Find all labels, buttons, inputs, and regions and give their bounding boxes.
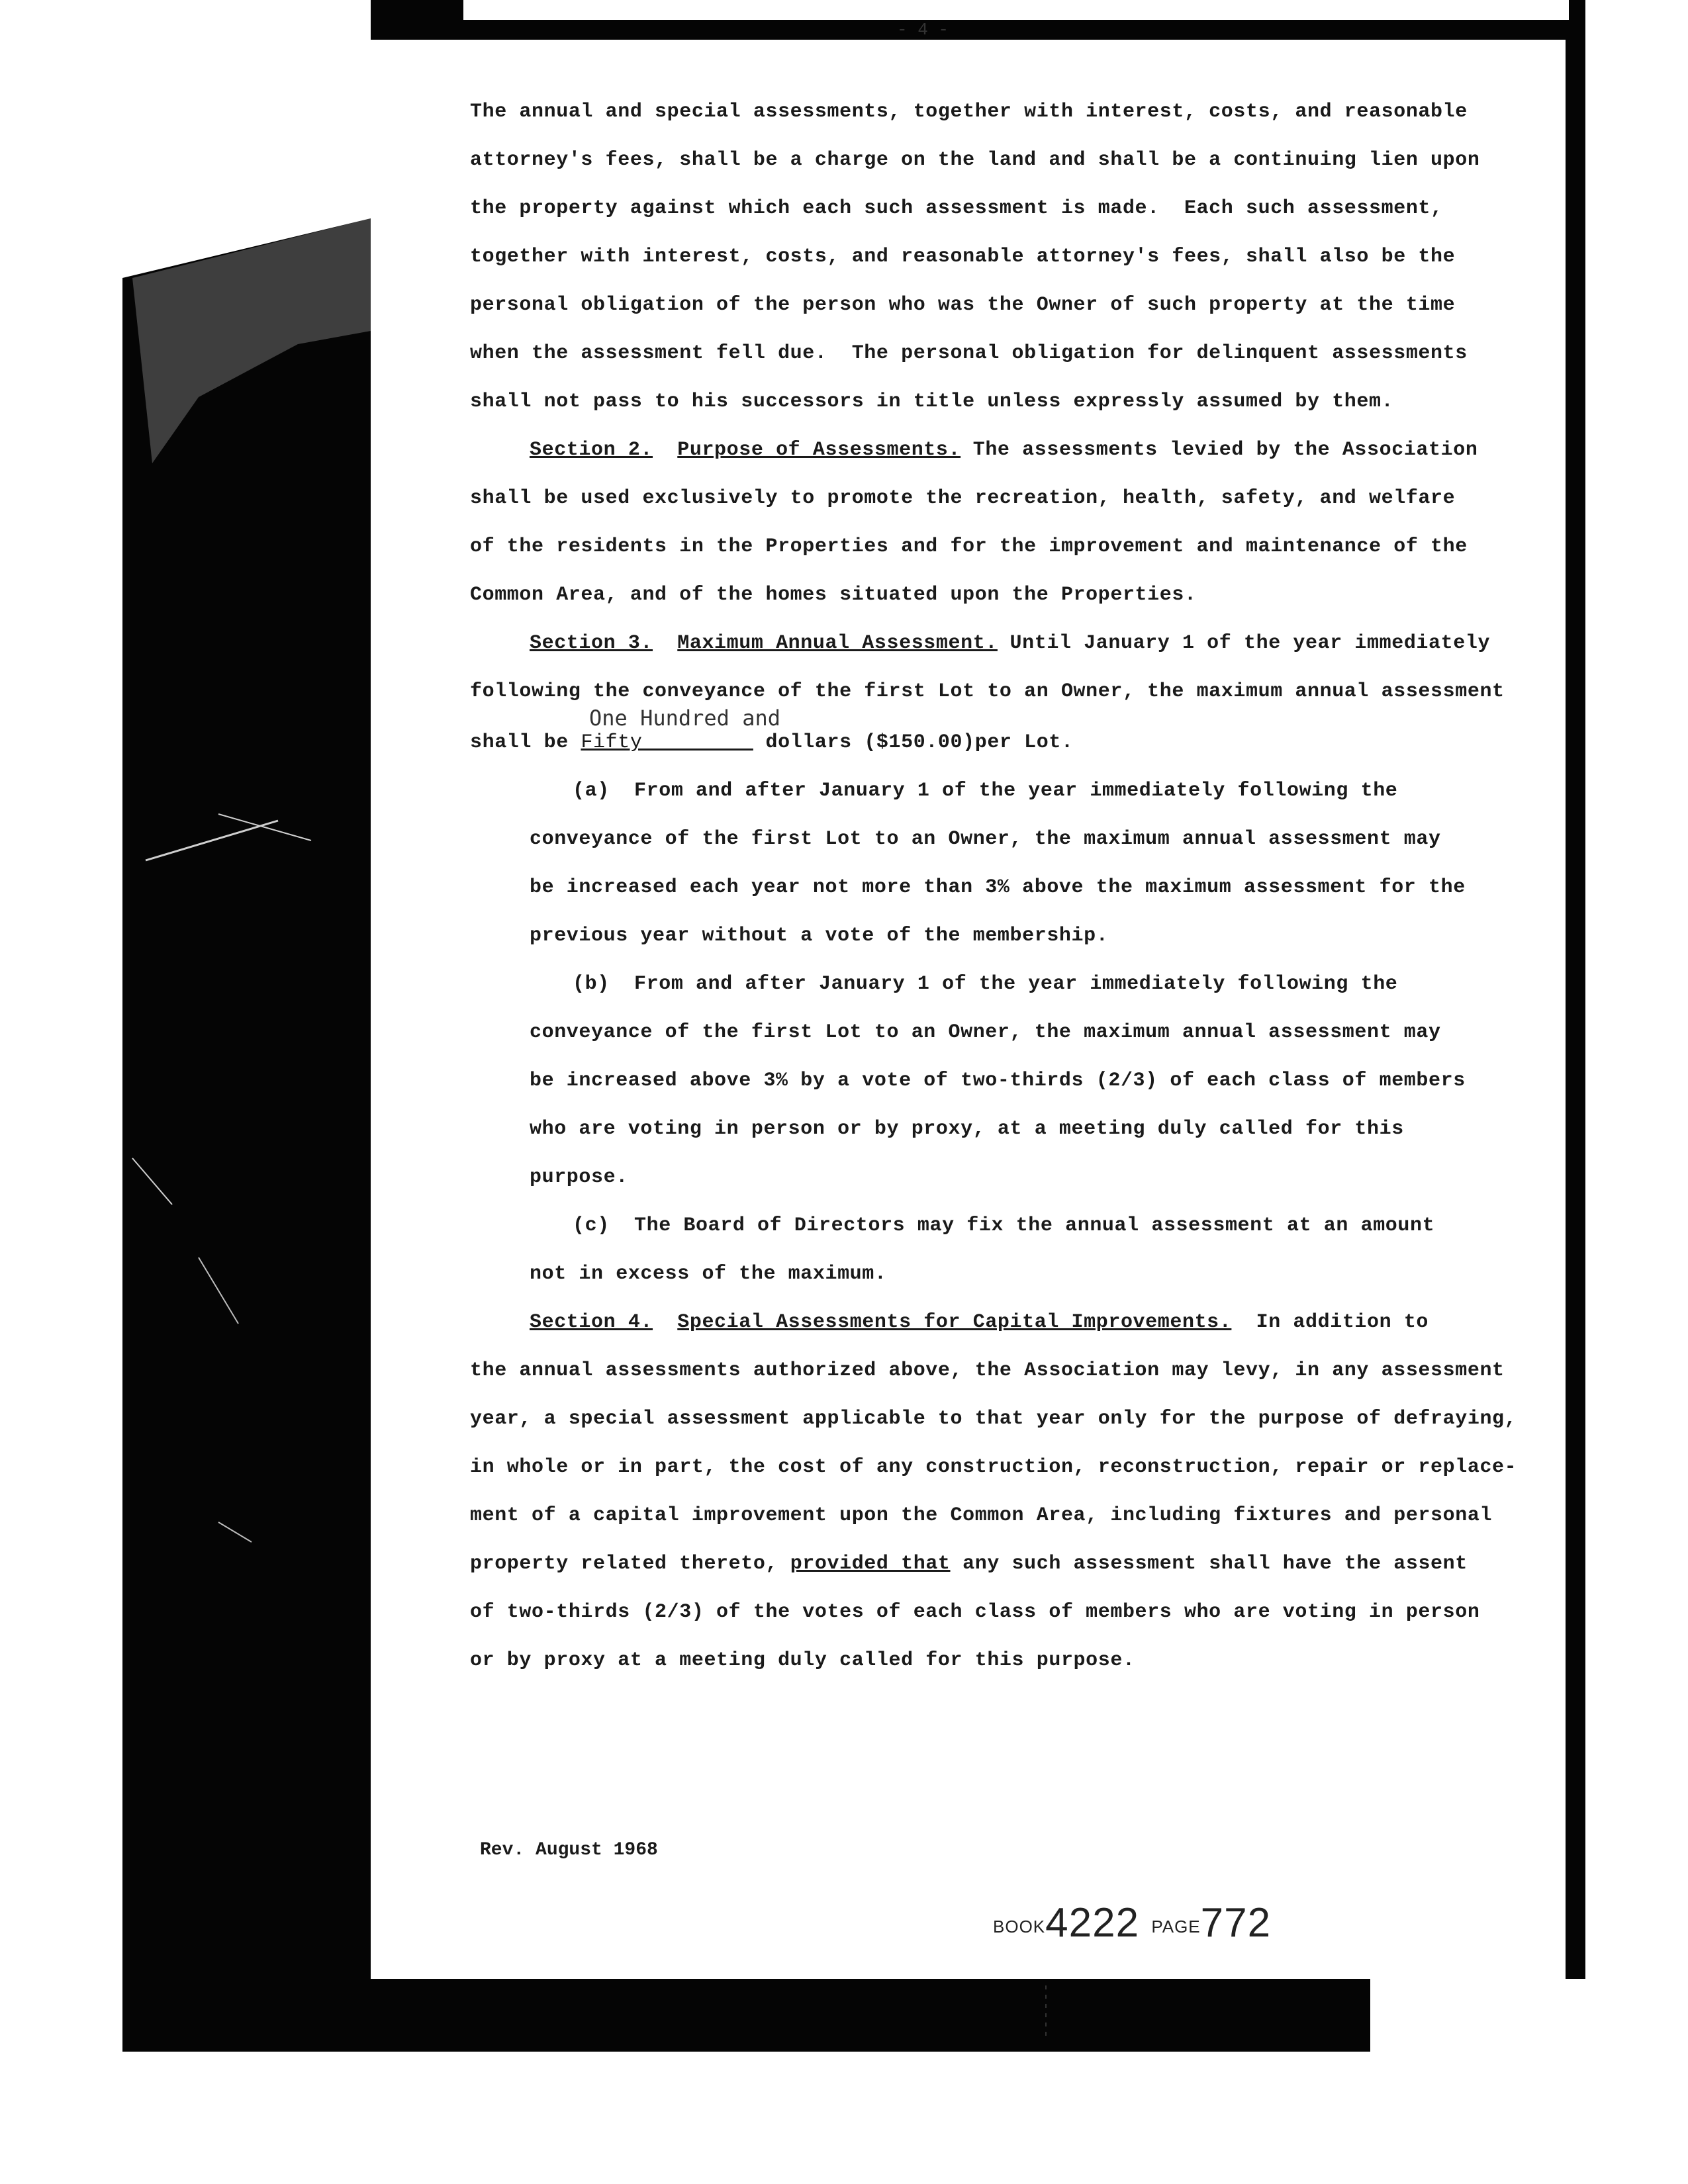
section-2-heading: Section 2. <box>530 439 653 461</box>
clause-a-line: conveyance of the first Lot to an Owner, the maximum annual assessment may <box>530 828 1441 850</box>
clause-a-line: (a) From and after January 1 of the year immediately following the <box>573 780 1398 802</box>
revision-note: Rev. August 1968 <box>480 1840 658 1860</box>
clause-a-line: be increased each year not more than 3% above the maximum assessment for the <box>530 876 1466 899</box>
amount-fill-in: Fifty <box>581 731 753 754</box>
typed-fill-in: One Hundred and <box>589 705 780 731</box>
clause-b-line: be increased above 3% by a vote of two-thirds (2/3) of each class of members <box>530 1069 1466 1092</box>
body-line: following the conveyance of the first Lot to an Owner, the maximum annual assessment <box>470 680 1505 703</box>
book-number: 4222 <box>1045 1900 1140 1946</box>
section-3-first-line <box>530 632 1490 655</box>
section-3-title: Maximum Annual Assessment. <box>677 632 998 655</box>
body-line: year, a special assessment applicable to that year only for the purpose of defraying, <box>470 1408 1517 1430</box>
body-line: The annual and special assessments, together with interest, costs, and reasonable <box>470 101 1468 123</box>
assessment-amount-line <box>470 731 1074 754</box>
body-line: ment of a capital improvement upon the Common Area, including fixtures and personal <box>470 1504 1493 1527</box>
clause-b-line: purpose. <box>530 1166 628 1189</box>
body-line: shall be used exclusively to promote the recreation, health, safety, and welfare <box>470 487 1456 510</box>
line-text: property related thereto, <box>470 1553 790 1575</box>
clause-c-line: (c) The Board of Directors may fix the annual assessment at an amount <box>573 1214 1435 1237</box>
body-line: personal obligation of the person who was the Owner of such property at the time <box>470 294 1456 316</box>
clause-b-line: (b) From and after January 1 of the year immediately following the <box>573 973 1398 995</box>
section-2-first-line <box>530 439 1477 461</box>
book-page-stamp <box>993 1899 1271 1946</box>
section-3-text: Until January 1 of the year immediately <box>997 632 1491 655</box>
section-2-text: The assessments levied by the Association <box>961 439 1478 461</box>
line-text: shall be <box>470 731 581 754</box>
body-line: or by proxy at a meeting duly called for this purpose. <box>470 1649 1135 1672</box>
clause-b-line: who are voting in person or by proxy, at a meeting duly called for this <box>530 1118 1404 1140</box>
proviso-phrase: provided that <box>790 1553 951 1575</box>
clause-b-line: conveyance of the first Lot to an Owner, the maximum annual assessment may <box>530 1021 1441 1044</box>
body-line: of two-thirds (2/3) of the votes of each class of members who are voting in person <box>470 1601 1480 1623</box>
body-line: shall not pass to his successors in title unless expressly assumed by them. <box>470 390 1394 413</box>
section-3-heading: Section 3. <box>530 632 653 655</box>
body-line: in whole or in part, the cost of any construction, reconstruction, repair or replace- <box>470 1456 1517 1479</box>
section-4-text: In addition to <box>1231 1311 1429 1334</box>
section-4-first-line <box>530 1311 1429 1334</box>
body-line: together with interest, costs, and reasonable attorney's fees, shall also be the <box>470 246 1456 268</box>
body-line: when the assessment fell due. The personal obligation for delinquent assessments <box>470 342 1468 365</box>
clause-c-line: not in excess of the maximum. <box>530 1263 887 1285</box>
clause-a-line: previous year without a vote of the membership. <box>530 925 1109 947</box>
page-number-mark: - 4 - <box>897 20 949 40</box>
body-line: of the residents in the Properties and for the improvement and maintenance of the <box>470 535 1468 558</box>
body-line: attorney's fees, shall be a charge on the land and shall be a continuing lien upon <box>470 149 1480 171</box>
section-4-title: Special Assessments for Capital Improvements. <box>677 1311 1232 1334</box>
section-2-title: Purpose of Assessments. <box>677 439 961 461</box>
proviso-line <box>470 1553 1468 1575</box>
body-line: the property against which each such assessment is made. Each such assessment, <box>470 197 1443 220</box>
section-4-heading: Section 4. <box>530 1311 653 1334</box>
line-text: any such assessment shall have the assent <box>950 1553 1468 1575</box>
body-line: Common Area, and of the homes situated upon the Properties. <box>470 584 1197 606</box>
recorded-page-number: 772 <box>1200 1900 1272 1946</box>
line-text: dollars ($150.00)per Lot. <box>753 731 1074 754</box>
book-label: BOOK <box>993 1917 1046 1936</box>
page-label: PAGE <box>1151 1917 1201 1936</box>
body-line: the annual assessments authorized above, the Association may levy, in any assessment <box>470 1359 1505 1382</box>
